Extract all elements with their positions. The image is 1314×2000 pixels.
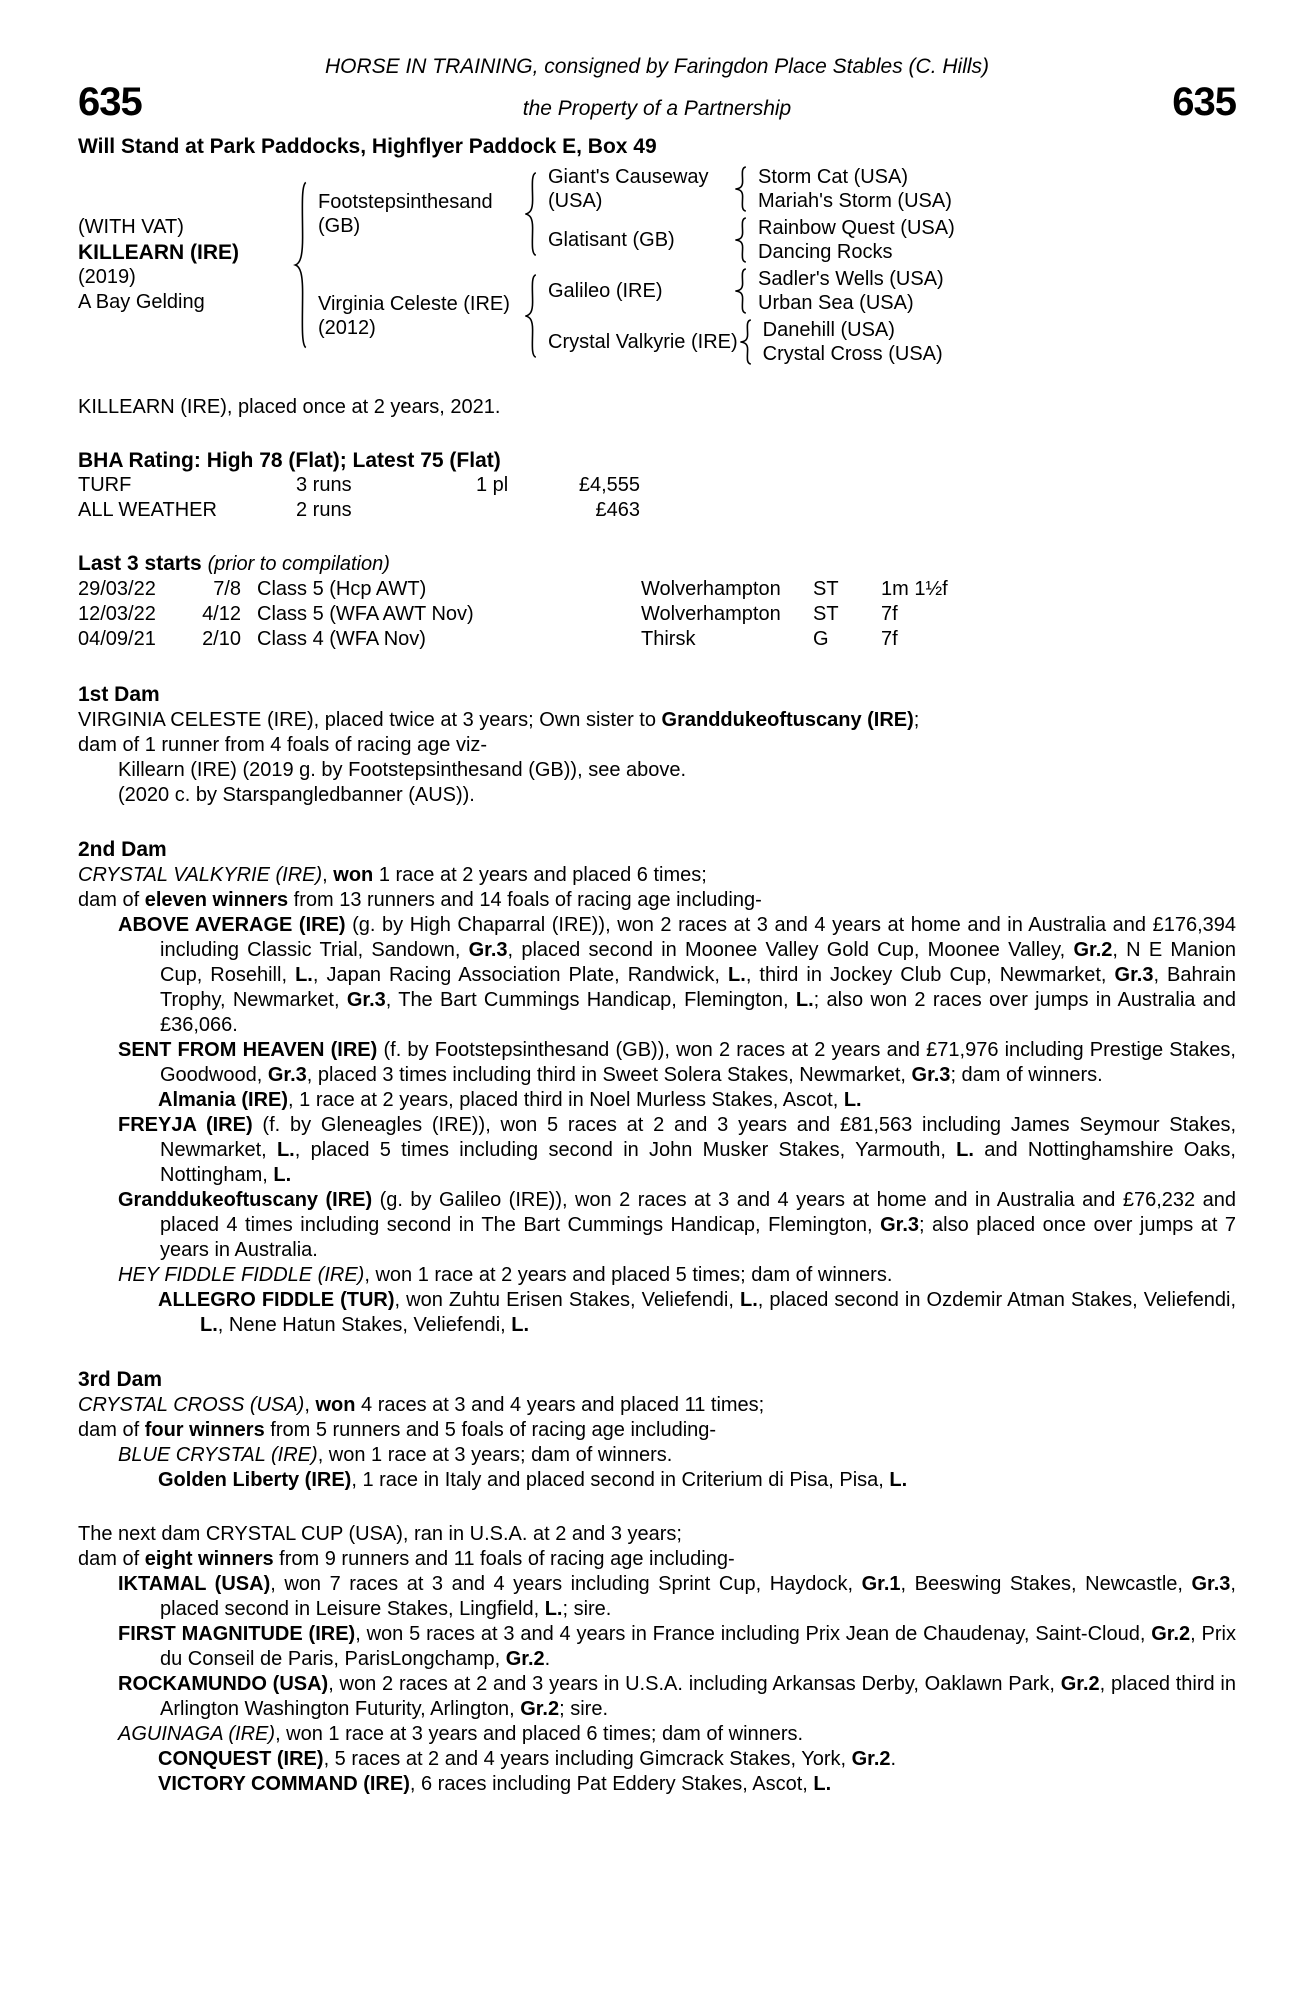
pedigree-brace-sire-sire (733, 166, 758, 212)
horse-name: KILLEARN (IRE) (78, 241, 239, 264)
consignor-line: HORSE IN TRAINING, consigned by Faringdon Place Stables (C. Hills) (324, 55, 990, 78)
finish-position: 2/10 (202, 628, 241, 650)
race-summary-note: KILLEARN (IRE), placed once at 2 years, 2021. (78, 396, 501, 418)
pedigree-paragraph: The next dam CRYSTAL CUP (USA), ran in U.S.A. at 2 and 3 years; (78, 1523, 682, 1545)
sire-sire-dam-name: Mariah's Storm (USA) (758, 189, 952, 212)
earnings-value: £4,555 (578, 474, 640, 496)
pedigree-paragraph: AGUINAGA (IRE), won 1 race at 3 years and placed 6 times; dam of winners. (118, 1723, 804, 1745)
going: ST (813, 603, 839, 625)
earnings-value: £463 (595, 499, 640, 521)
sire-sire-sire-name: Storm Cat (USA) (758, 165, 909, 188)
race-class: Class 5 (WFA AWT Nov) (257, 603, 474, 625)
surface-label: ALL WEATHER (78, 499, 217, 521)
foaling-year: (2019) (78, 266, 136, 288)
last-starts-section (78, 551, 1236, 652)
distance: 1m 1½f (881, 578, 948, 600)
stand-location-line: Will Stand at Park Paddocks, Highflyer Paddock E, Box 49 (78, 135, 657, 158)
pedigree-paragraph: FIRST MAGNITUDE (IRE), won 5 races at 3 and 4 years in France including Prix Jean de Chaudenay, Saint-Cloud, Gr.2, Prix du Conseil de Paris, ParisLongchamp, Gr.2. (118, 1623, 1236, 1670)
sire-sire-name: Giant's Causeway (USA) (548, 165, 709, 212)
dam-section (78, 682, 1236, 808)
sire-dam-dam-name: Dancing Rocks (758, 240, 893, 263)
dam-section (78, 1367, 1236, 1493)
finish-position: 4/12 (202, 603, 241, 625)
pedigree-paragraph: SENT FROM HEAVEN (IRE) (f. by Footstepsinthesand (GB)), won 2 races at 2 years and £71,976 including Prestige Stakes, Goodwood, Gr.3, placed 3 times including third in Sweet Solera Stakes, Newmarket, Gr.3; dam of winners. (118, 1039, 1236, 1086)
going: ST (813, 578, 839, 600)
race-class: Class 4 (WFA Nov) (257, 628, 426, 650)
dam-name: Virginia Celeste (IRE) (2012) (318, 293, 510, 339)
dam-sections (78, 682, 1236, 1797)
dam-section (78, 1522, 1236, 1797)
dam-sire-branch (548, 265, 1236, 316)
pedigree-brace-dam-dam (738, 319, 763, 365)
lot-number-left: 635 (78, 80, 142, 124)
pedigree-paragraph: BLUE CRYSTAL (IRE), won 1 race at 3 years; dam of winners. (118, 1444, 673, 1466)
pedigree-paragraph: Granddukeoftuscany (IRE) (g. by Galileo (IRE)), won 2 races at 3 and 4 years at home and in Australia and £76,232 and placed 4 times including second in The Bart Cummings Handicap, Flemington, Gr.3; also placed once over jumps at 7 years in Australia. (118, 1189, 1236, 1261)
course: Wolverhampton (641, 603, 781, 625)
pedigree-brace-dam-sire (733, 268, 758, 314)
pedigree-brace-dam (523, 273, 548, 359)
bha-rating-line: BHA Rating: High 78 (Flat); Latest 75 (Flat) (78, 449, 501, 472)
dam-dam-branch (548, 316, 1236, 367)
pedigree-paragraph: Killearn (IRE) (2019 g. by Footstepsinthesand (GB)), see above. (118, 759, 687, 781)
pedigree-paragraph: ABOVE AVERAGE (IRE) (g. by High Chaparral (IRE)), won 2 races at 3 and 4 years at home and in Australia and £176,394 including Classic Trial, Sandown, Gr.3, placed second in Moonee Valley Gold Cup, Moonee Valley, Gr.2, N E Manion Cup, Rosehill, L., Japan Racing Association Plate, Randwick, L., third in Jockey Club Cup, Newmarket, Gr.3, Bahrain Trophy, Newmarket, Gr.3, The Bart Cummings Handicap, Flemington, L.; also won 2 races over jumps in Australia and £36,066. (118, 914, 1236, 1036)
dam-heading: 2nd Dam (78, 838, 167, 861)
start-date: 29/03/22 (78, 578, 156, 600)
pedigree-paragraph: ALLEGRO FIDDLE (TUR), won Zuhtu Erisen Stakes, Veliefendi, L., placed second in Ozdemir Atman Stakes, Veliefendi, L., Nene Hatun Stakes, Veliefendi, L. (158, 1289, 1236, 1336)
dam-dam-dam-name: Crystal Cross (USA) (762, 342, 943, 365)
pedigree-paragraph: VICTORY COMMAND (IRE), 6 races including Pat Eddery Stakes, Ascot, L. (158, 1773, 832, 1795)
dam-heading: 1st Dam (78, 683, 160, 706)
pedigree-paragraph: CRYSTAL VALKYRIE (IRE), won 1 race at 2 years and placed 6 times; (78, 864, 707, 886)
dam-branch (318, 265, 1236, 367)
runs-value: 2 runs (296, 499, 352, 521)
horse-details (78, 163, 293, 367)
sire-dam-branch (548, 214, 1236, 265)
start-date: 12/03/22 (78, 603, 156, 625)
surface-label: TURF (78, 474, 132, 496)
dam-heading: 3rd Dam (78, 1368, 163, 1391)
finish-position: 7/8 (213, 578, 241, 600)
sire-dam-sire-name: Rainbow Quest (USA) (758, 216, 955, 239)
pedigree-paragraph: ROCKAMUNDO (USA), won 2 races at 2 and 3 years in U.S.A. including Arkansas Derby, Oaklawn Park, Gr.2, placed third in Arlington Washington Futurity, Arlington, Gr.2; sire. (118, 1673, 1236, 1720)
pedigree-paragraph: dam of eight winners from 9 runners and 11 foals of racing age including- (78, 1548, 735, 1570)
pedigree-paragraph: HEY FIDDLE FIDDLE (IRE), won 1 race at 2 years and placed 5 times; dam of winners. (118, 1264, 893, 1286)
lot-number-right: 635 (1172, 80, 1236, 124)
pedigree-paragraph: CRYSTAL CROSS (USA), won 4 races at 3 and 4 years and placed 11 times; (78, 1394, 765, 1416)
race-record-table (78, 473, 1236, 523)
course: Wolverhampton (641, 578, 781, 600)
dam-sire-dam-name: Urban Sea (USA) (758, 291, 914, 314)
pedigree-paragraph: Almania (IRE), 1 race at 2 years, placed third in Noel Murless Stakes, Ascot, L. (158, 1089, 862, 1111)
course: Thirsk (641, 628, 696, 650)
places-value: 1 pl (476, 474, 509, 496)
places-value (476, 498, 576, 523)
sire-name: Footstepsinthesand (GB) (318, 191, 493, 237)
sire-sire-branch (548, 163, 1236, 214)
pedigree-table (78, 163, 1236, 367)
last-starts-table (78, 577, 1236, 652)
dam-sire-sire-name: Sadler's Wells (USA) (758, 267, 944, 290)
pedigree-paragraph: dam of four winners from 5 runners and 5 foals of racing age including- (78, 1419, 717, 1441)
dam-dam-name: Crystal Valkyrie (IRE) (548, 330, 738, 353)
distance: 7f (881, 628, 898, 650)
pedigree-paragraph: dam of eleven winners from 13 runners and 14 foals of racing age including- (78, 889, 762, 911)
sire-dam-name: Glatisant (GB) (548, 228, 675, 251)
lot-header-row (78, 82, 1236, 122)
vat-note: (WITH VAT) (78, 216, 184, 238)
pedigree-paragraph: (2020 c. by Starspangledbanner (AUS)). (118, 784, 475, 806)
pedigree-generation-2 (318, 163, 1236, 367)
horse-description: A Bay Gelding (78, 291, 205, 313)
pedigree-paragraph: Golden Liberty (IRE), 1 race in Italy and placed second in Criterium di Pisa, Pisa, L. (158, 1469, 908, 1491)
distance: 7f (881, 603, 898, 625)
property-line: the Property of a Partnership (522, 97, 792, 120)
pedigree-paragraph: dam of 1 runner from 4 foals of racing age viz- (78, 734, 488, 756)
pedigree-paragraph: IKTAMAL (USA), won 7 races at 3 and 4 years including Sprint Cup, Haydock, Gr.1, Beeswing Stakes, Newcastle, Gr.3, placed second in Leisure Stakes, Lingfield, L.; sire. (118, 1573, 1236, 1620)
start-date: 04/09/21 (78, 628, 156, 650)
race-class: Class 5 (Hcp AWT) (257, 578, 427, 600)
last-starts-title: Last 3 starts (prior to compilation) (78, 552, 390, 575)
pedigree-paragraph: CONQUEST (IRE), 5 races at 2 and 4 years including Gimcrack Stakes, York, Gr.2. (158, 1748, 897, 1770)
runs-value: 3 runs (296, 474, 352, 496)
dam-section (78, 837, 1236, 1338)
dam-dam-sire-name: Danehill (USA) (762, 318, 895, 341)
pedigree-brace-sire (523, 171, 548, 257)
pedigree-paragraph: VIRGINIA CELESTE (IRE), placed twice at 3 years; Own sister to Granddukeoftuscany (IRE); (78, 709, 920, 731)
pedigree-brace-gen1 (293, 179, 318, 351)
pedigree-paragraph: FREYJA (IRE) (f. by Gleneagles (IRE)), won 5 races at 2 and 3 years and £81,563 including James Seymour Stakes, Newmarket, L., placed 5 times including second in John Musker Stakes, Yarmouth, L. and Nottinghamshire Oaks, Nottingham, L. (118, 1114, 1236, 1186)
pedigree-brace-sire-dam (733, 217, 758, 263)
sire-branch (318, 163, 1236, 265)
going: G (813, 628, 829, 650)
dam-sire-name: Galileo (IRE) (548, 279, 663, 302)
